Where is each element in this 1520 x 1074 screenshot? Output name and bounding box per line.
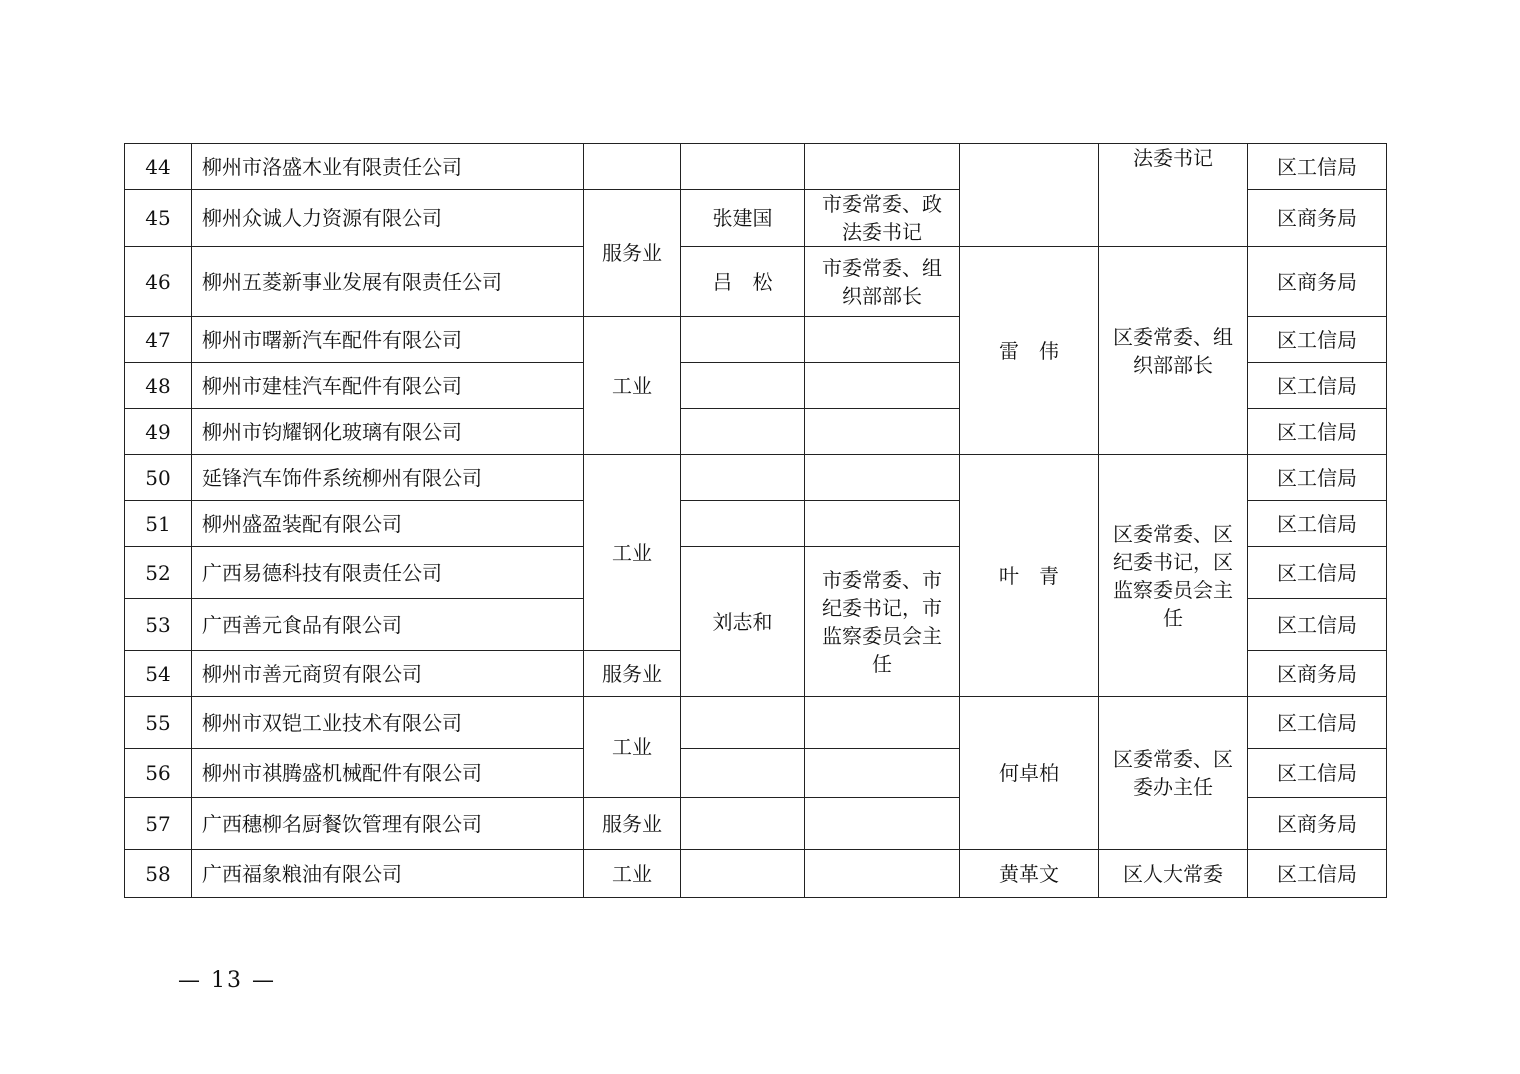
responsible-dept: 区工信局 (1248, 409, 1387, 455)
row-number: 49 (125, 409, 192, 455)
responsible-dept: 区工信局 (1248, 144, 1387, 190)
city-leader-cell-empty (681, 455, 805, 501)
responsible-dept: 区商务局 (1248, 798, 1387, 850)
city-leader-name: 吕 松 (681, 247, 805, 317)
city-leader-cell-empty (681, 798, 805, 850)
responsible-dept: 区工信局 (1248, 697, 1387, 749)
responsible-dept: 区工信局 (1248, 749, 1387, 798)
district-leader-name: 雷 伟 (960, 247, 1099, 455)
table-row (125, 455, 1387, 501)
responsible-dept: 区商务局 (1248, 247, 1387, 317)
district-leader-title: 区委常委、区纪委书记，区监察委员会主任 (1099, 455, 1248, 697)
city-leader-cell-empty (681, 749, 805, 798)
company-name: 柳州市祺腾盛机械配件有限公司 (192, 749, 584, 798)
company-name: 延锋汽车饰件系统柳州有限公司 (192, 455, 584, 501)
company-name: 柳州市善元商贸有限公司 (192, 651, 584, 697)
city-leader-cell-empty (681, 697, 805, 749)
district-leader-name: 黄革文 (960, 850, 1099, 898)
city-leader-cell-empty (681, 501, 805, 547)
city-leader-cell-empty (681, 363, 805, 409)
city-leader-cell-empty (681, 317, 805, 363)
company-name: 广西易德科技有限责任公司 (192, 547, 584, 599)
table-row (125, 144, 1387, 190)
district-leader-name: 何卓柏 (960, 697, 1099, 850)
city-leader-title: 市委常委、组织部部长 (805, 247, 960, 317)
industry-cell: 工业 (584, 850, 681, 898)
table-row (125, 697, 1387, 749)
responsible-dept: 区商务局 (1248, 190, 1387, 247)
responsible-dept: 区工信局 (1248, 455, 1387, 501)
responsible-dept: 区商务局 (1248, 651, 1387, 697)
city-leader-title: 市委常委、政法委书记 (805, 190, 960, 247)
city-title-cell-empty (805, 697, 960, 749)
district-title-fragment: 法委书记 (1099, 144, 1248, 247)
row-number: 58 (125, 850, 192, 898)
responsible-dept: 区工信局 (1248, 317, 1387, 363)
city-leader-cell-empty (681, 409, 805, 455)
city-title-cell-empty (805, 455, 960, 501)
company-name: 柳州众诚人力资源有限公司 (192, 190, 584, 247)
city-leader-name: 刘志和 (681, 547, 805, 697)
district-leader-title: 区人大常委 (1099, 850, 1248, 898)
company-name: 广西穗柳名厨餐饮管理有限公司 (192, 798, 584, 850)
company-name: 柳州市建桂汽车配件有限公司 (192, 363, 584, 409)
row-number: 44 (125, 144, 192, 190)
row-number: 47 (125, 317, 192, 363)
city-leader-cell-empty (681, 144, 805, 190)
responsible-dept: 区工信局 (1248, 501, 1387, 547)
responsible-dept: 区工信局 (1248, 363, 1387, 409)
row-number: 52 (125, 547, 192, 599)
row-number: 46 (125, 247, 192, 317)
company-name: 柳州市钧耀钢化玻璃有限公司 (192, 409, 584, 455)
industry-cell: 服务业 (584, 651, 681, 697)
table-row (125, 850, 1387, 898)
district-leader-cell-empty (960, 144, 1099, 247)
responsible-dept: 区工信局 (1248, 547, 1387, 599)
responsible-dept: 区工信局 (1248, 850, 1387, 898)
city-leader-name: 张建国 (681, 190, 805, 247)
city-title-cell-empty (805, 749, 960, 798)
company-name: 柳州市双铠工业技术有限公司 (192, 697, 584, 749)
row-number: 54 (125, 651, 192, 697)
city-title-cell-empty (805, 501, 960, 547)
responsible-dept: 区工信局 (1248, 599, 1387, 651)
district-leader-title: 区委常委、组织部部长 (1099, 247, 1248, 455)
industry-cell: 工业 (584, 455, 681, 651)
industry-cell: 服务业 (584, 798, 681, 850)
city-leader-cell-empty (681, 850, 805, 898)
company-name: 柳州市曙新汽车配件有限公司 (192, 317, 584, 363)
city-title-cell-empty (805, 409, 960, 455)
company-name: 广西善元食品有限公司 (192, 599, 584, 651)
city-title-cell-empty (805, 144, 960, 190)
city-title-cell-empty (805, 363, 960, 409)
industry-cell-empty (584, 144, 681, 190)
industry-cell: 工业 (584, 317, 681, 455)
company-name: 广西福象粮油有限公司 (192, 850, 584, 898)
city-title-cell-empty (805, 850, 960, 898)
row-number: 55 (125, 697, 192, 749)
company-name: 柳州五菱新事业发展有限责任公司 (192, 247, 584, 317)
row-number: 48 (125, 363, 192, 409)
row-number: 56 (125, 749, 192, 798)
row-number: 45 (125, 190, 192, 247)
row-number: 50 (125, 455, 192, 501)
city-title-cell-empty (805, 317, 960, 363)
district-leader-name: 叶 青 (960, 455, 1099, 697)
enterprise-table (124, 143, 1387, 898)
row-number: 57 (125, 798, 192, 850)
city-title-cell-empty (805, 798, 960, 850)
company-name: 柳州市洛盛木业有限责任公司 (192, 144, 584, 190)
industry-cell: 服务业 (584, 190, 681, 317)
row-number: 53 (125, 599, 192, 651)
district-leader-title: 区委常委、区委办主任 (1099, 697, 1248, 850)
industry-cell: 工业 (584, 697, 681, 798)
row-number: 51 (125, 501, 192, 547)
city-leader-title: 市委常委、市纪委书记，市监察委员会主任 (805, 547, 960, 697)
page-number: — 13 — (178, 968, 276, 993)
table-row (125, 247, 1387, 317)
company-name: 柳州盛盈装配有限公司 (192, 501, 584, 547)
